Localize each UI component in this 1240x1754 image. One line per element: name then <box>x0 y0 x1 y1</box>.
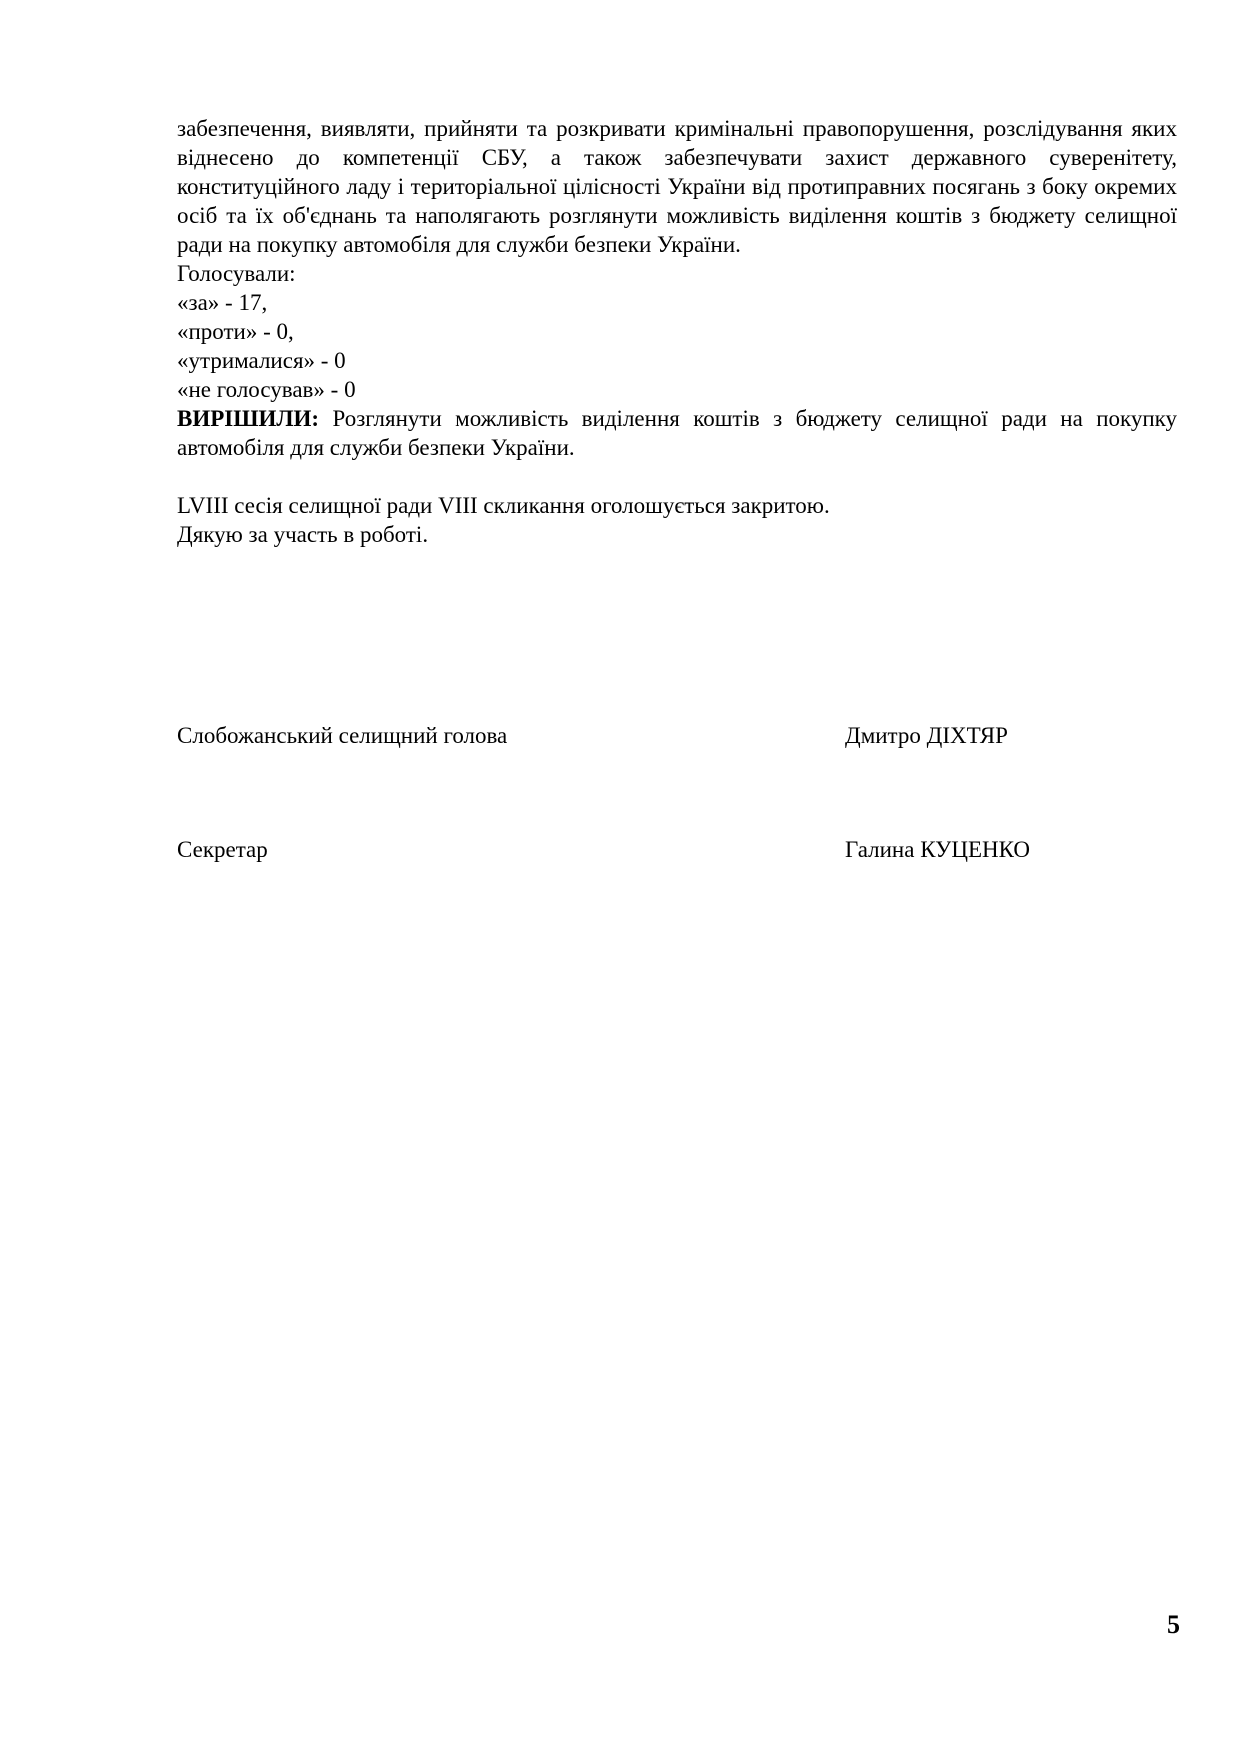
paragraph-spacer <box>177 462 1177 491</box>
vote-not-voted: «не голосував» - 0 <box>177 377 356 402</box>
signature-name-secretary: Галина КУЦЕНКО <box>845 837 1030 862</box>
voting-heading: Голосували: <box>177 261 296 286</box>
decision-label: ВИРІШИЛИ: <box>177 406 320 431</box>
page-number: 5 <box>1167 1610 1180 1639</box>
signature-title-head: Слобожанський селищний голова <box>177 723 508 748</box>
vote-for: «за» - 17, <box>177 290 268 315</box>
decision-paragraph <box>177 404 1177 462</box>
signature-title-secretary: Секретар <box>177 837 268 862</box>
continuation-paragraph: забезпечення, виявляти, прийняти та розкривати кримінальні правопорушення, розслідування яких віднесено до компетенції СБУ, а також забезпечувати захист державного суверенітету, конституційного ладу і територіальної цілісності України від протиправних посягань з боку окремих осіб та їх об'єднань та наполягають розглянути можливість виділення коштів з бюджету селищної ради на покупку автомобіля для служби безпеки України. <box>177 116 1177 257</box>
document-body <box>177 114 1177 549</box>
vote-abstained: «утрималися» - 0 <box>177 348 346 373</box>
signature-name-head: Дмитро ДІХТЯР <box>845 723 1008 748</box>
decision-text: Розглянути можливість виділення коштів з бюджету селищної ради на покупку автомобіля для служби безпеки України. <box>177 406 1178 460</box>
thanks-line: Дякую за участь в роботі. <box>177 522 429 547</box>
closing-line: LVIII сесія селищної ради VIII скликання оголошується закритою. <box>177 493 830 518</box>
vote-against: «проти» - 0, <box>177 319 294 344</box>
